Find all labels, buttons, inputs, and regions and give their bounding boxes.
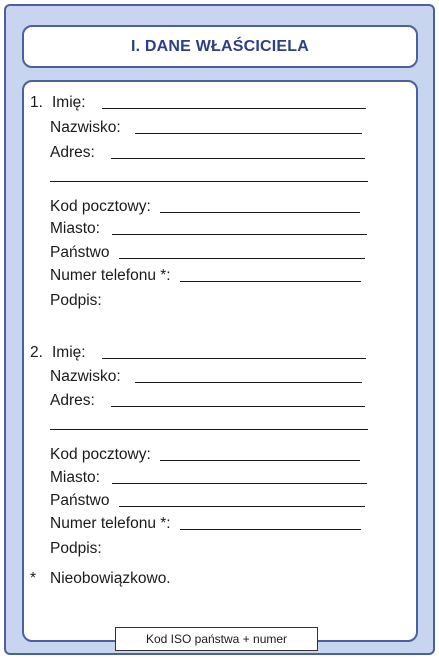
city-field[interactable] xyxy=(112,483,367,484)
owner-1-phone-row xyxy=(50,265,361,285)
owner-1-first-name-row xyxy=(30,92,366,112)
first-name-label: Imię: xyxy=(52,344,86,361)
country-field[interactable] xyxy=(119,506,365,507)
owner-1-number: 1. xyxy=(30,94,43,111)
owner-1-signature-row xyxy=(50,290,102,310)
footnote-text: Nieobowiązkowo. xyxy=(50,570,171,587)
address-label: Adres: xyxy=(50,392,95,409)
owner-2-country-row xyxy=(50,490,365,510)
owner-1-postal-code-row xyxy=(50,196,360,216)
owner-2-address-row xyxy=(50,390,365,410)
owner-2-phone-row xyxy=(50,513,361,533)
iso-code-label: Kod ISO państwa + numer xyxy=(145,632,288,646)
owner-1-city-row xyxy=(50,218,367,238)
phone-label: Numer telefonu *: xyxy=(50,515,171,532)
last-name-label: Nazwisko: xyxy=(50,119,121,136)
address-field[interactable] xyxy=(111,158,365,159)
phone-field[interactable] xyxy=(180,529,361,530)
address-line-2-field[interactable] xyxy=(50,429,368,430)
phone-field[interactable] xyxy=(180,281,361,282)
signature-label: Podpis: xyxy=(50,540,102,557)
last-name-field[interactable] xyxy=(135,382,362,383)
postal-code-field[interactable] xyxy=(160,212,360,213)
first-name-field[interactable] xyxy=(102,358,366,359)
section-title: I. DANE WŁAŚCICIELA xyxy=(130,37,310,55)
first-name-label: Imię: xyxy=(52,94,86,111)
owner-1-address-line-2-row xyxy=(50,165,368,185)
address-label: Adres: xyxy=(50,144,95,161)
city-label: Miasto: xyxy=(50,469,100,486)
city-label: Miasto: xyxy=(50,220,100,237)
postal-code-field[interactable] xyxy=(160,460,360,461)
country-label: Państwo xyxy=(50,244,110,261)
owner-2-address-line-2-row xyxy=(50,413,368,433)
iso-code-label-box xyxy=(115,627,318,651)
postal-code-label: Kod pocztowy: xyxy=(50,446,151,463)
owner-2-first-name-row xyxy=(30,342,366,362)
owner-2-last-name-row xyxy=(50,366,362,386)
signature-label: Podpis: xyxy=(50,292,102,309)
city-field[interactable] xyxy=(112,234,367,235)
section-title-box xyxy=(22,25,418,68)
first-name-field[interactable] xyxy=(102,108,366,109)
footnote xyxy=(30,570,171,588)
address-field[interactable] xyxy=(111,406,365,407)
owner-2-city-row xyxy=(50,467,367,487)
owner-2-postal-code-row xyxy=(50,444,360,464)
owner-2-number: 2. xyxy=(30,344,43,361)
country-field[interactable] xyxy=(119,258,365,259)
owner-2-signature-row xyxy=(50,538,102,558)
last-name-field[interactable] xyxy=(135,133,362,134)
owner-1-last-name-row xyxy=(50,117,362,137)
postal-code-label: Kod pocztowy: xyxy=(50,198,151,215)
last-name-label: Nazwisko: xyxy=(50,368,121,385)
footnote-marker: * xyxy=(30,570,37,587)
owner-1-country-row xyxy=(50,242,365,262)
owner-1-address-row xyxy=(50,142,365,162)
address-line-2-field[interactable] xyxy=(50,181,368,182)
country-label: Państwo xyxy=(50,492,110,509)
phone-label: Numer telefonu *: xyxy=(50,267,171,284)
